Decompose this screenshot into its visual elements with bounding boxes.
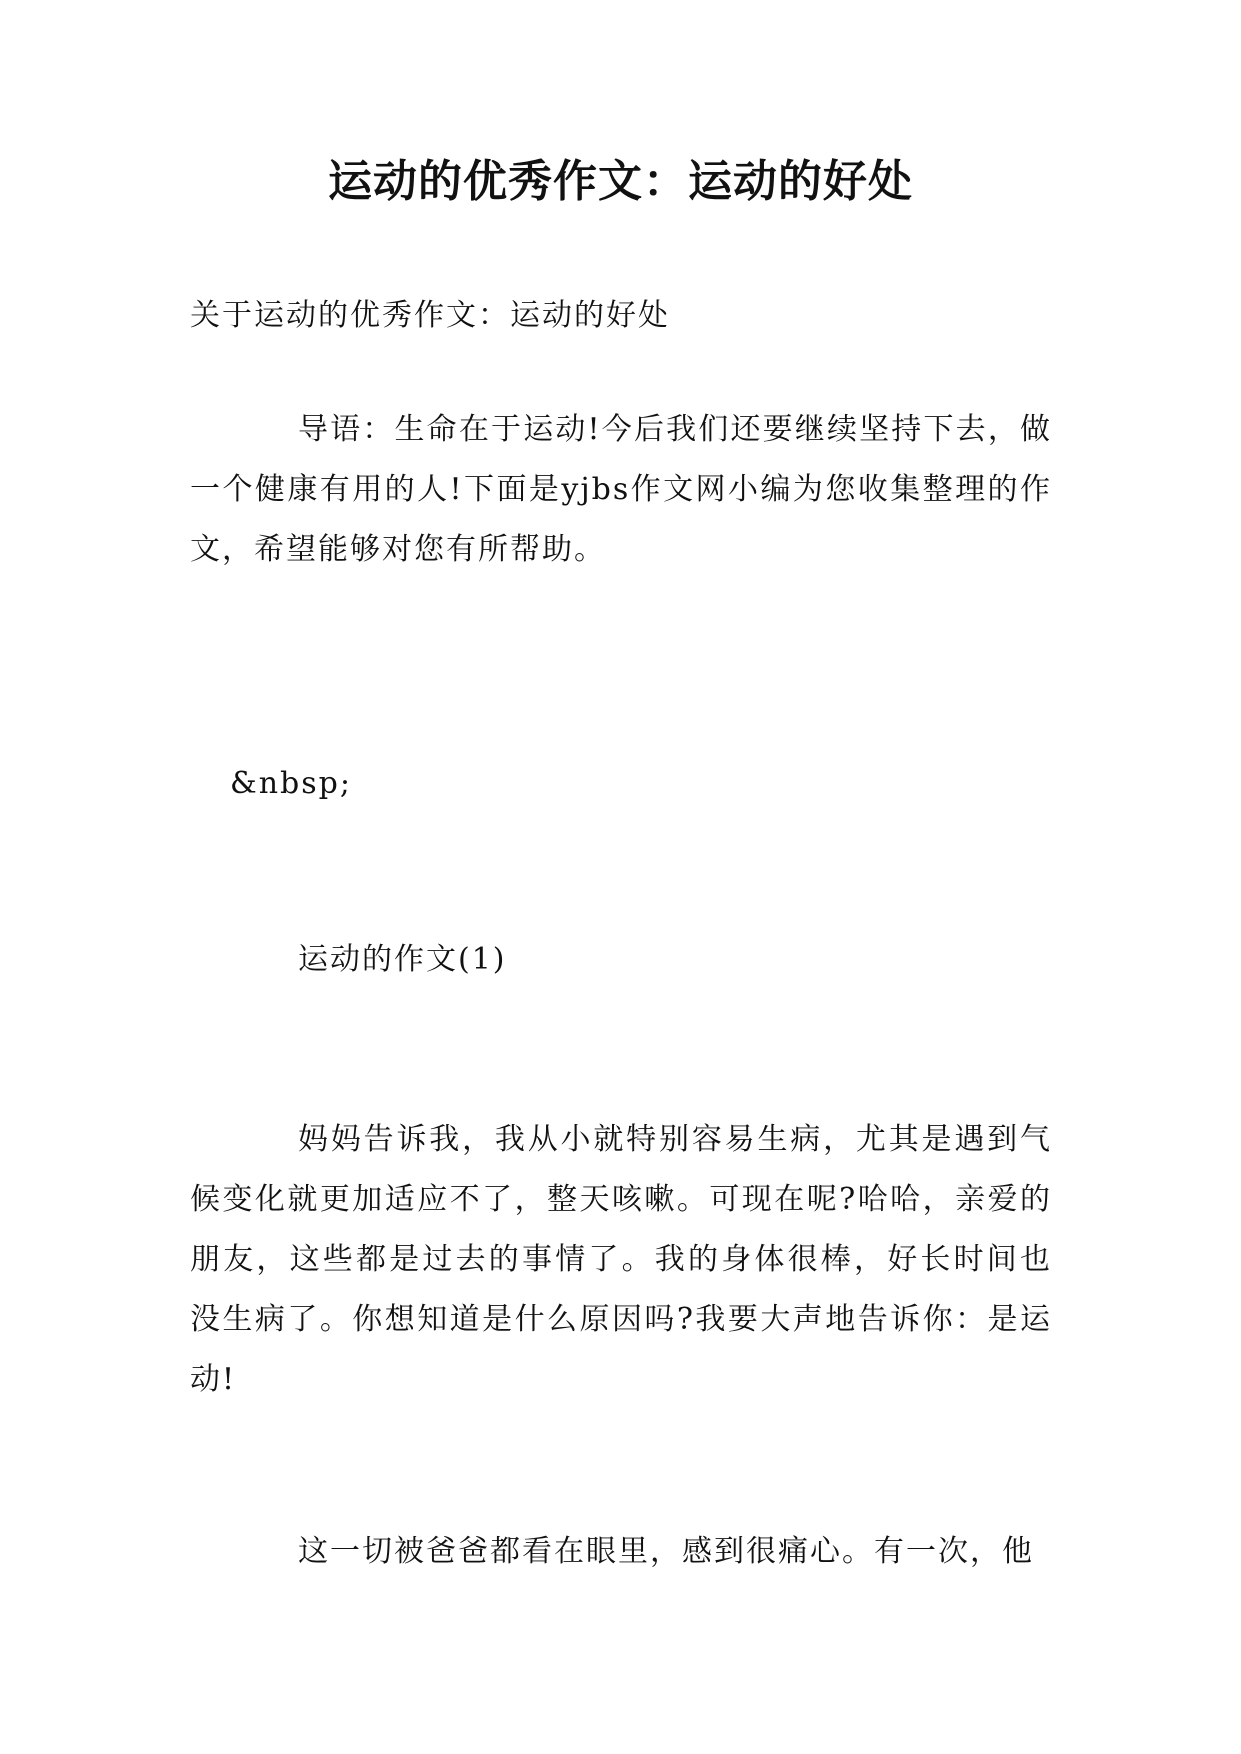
body-paragraph-2: 这一切被爸爸都看在眼里，感到很痛心。有一次，他 <box>298 1534 1034 1569</box>
nbsp-text: &nbsp; <box>230 766 352 801</box>
document-subtitle: 关于运动的优秀作文：运动的好处 <box>190 298 670 333</box>
intro-paragraph: 导语：生命在于运动!今后我们还要继续坚持下去，做一个健康有用的人!下面是yjbs作文网小编为您收集整理的作文，希望能够对您有所帮助。 <box>190 412 1052 567</box>
body-paragraph-1: 妈妈告诉我，我从小就特别容易生病，尤其是遇到气候变化就更加适应不了，整天咳嗽。可现在呢?哈哈，亲爱的朋友，这些都是过去的事情了。我的身体很棒，好长时间也没生病了。你想知道是什么原因吗?我要大声地告诉你：是运动! <box>190 1122 1052 1397</box>
document-title: 运动的优秀作文：运动的好处 <box>328 156 913 207</box>
section-heading: 运动的作文(1) <box>298 942 507 977</box>
